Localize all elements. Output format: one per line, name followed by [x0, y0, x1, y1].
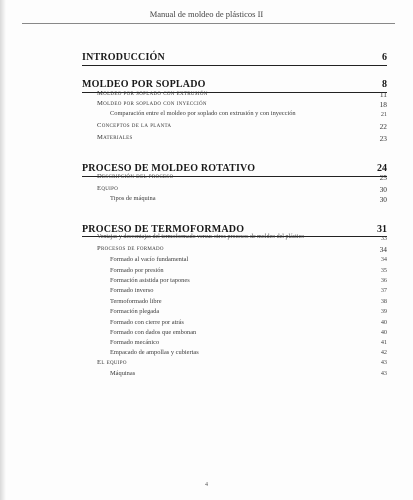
- toc-entry: Conceptos de la planta: [97, 122, 172, 129]
- toc-entry-page: 22: [379, 122, 387, 131]
- toc-entry: Equipo: [97, 185, 119, 192]
- toc-heading-termoformado: PROCESO DE TERMOFORMADO: [82, 224, 245, 235]
- toc-heading-page: 24: [377, 163, 387, 174]
- toc-entry-page: 33: [380, 235, 387, 242]
- toc-entry-page: 37: [380, 287, 387, 294]
- toc-entry-page: 30: [379, 195, 387, 204]
- toc-entry-page: 21: [380, 111, 387, 118]
- toc-entry: Moldeo por soplado con inyección: [97, 100, 207, 107]
- toc-entry: El equipo: [97, 359, 127, 366]
- toc-entry-page: 35: [380, 267, 387, 274]
- toc-entry: Procesos de formado: [97, 245, 164, 252]
- toc-heading-page: 6: [382, 52, 387, 63]
- toc-heading-soplado: MOLDEO POR SOPLADO: [82, 79, 206, 90]
- toc-entry-page: 25: [379, 173, 387, 182]
- toc-entry-page: 40: [380, 319, 387, 326]
- toc-entry: Descripción del proceso: [97, 173, 174, 180]
- toc-entry-page: 39: [380, 308, 387, 315]
- toc-entry-page: 40: [380, 329, 387, 336]
- toc-entry-page: 36: [380, 277, 387, 284]
- toc-entry: Formado mecánico: [110, 339, 160, 346]
- toc-entry-page: 23: [379, 134, 387, 143]
- toc-entry: Máquinas: [110, 370, 136, 377]
- toc-heading-introduccion: INTRODUCCIÓN: [82, 52, 165, 63]
- toc-entry: Empacado de ampollas y cubiertas: [110, 349, 199, 356]
- toc-entry: Formación asistida por tapones: [110, 277, 190, 284]
- toc-entry-page: 41: [380, 339, 387, 346]
- toc-entry: Formado inverso: [110, 287, 154, 294]
- running-head: Manual de moldeo de plásticos II: [149, 9, 264, 19]
- toc-heading-page: 8: [382, 79, 387, 90]
- toc-entry-page: 43: [380, 370, 387, 377]
- toc-heading-rotativo: PROCESO DE MOLDEO ROTATIVO: [82, 163, 256, 174]
- page-number: 4: [205, 482, 208, 488]
- toc-entry: Formado al vacío fundamental: [110, 256, 189, 263]
- toc-entry-page: 38: [380, 298, 387, 305]
- toc-entry: Formado por presión: [110, 267, 164, 274]
- toc-entry-page: 34: [380, 256, 387, 263]
- toc-entry: Tipos de máquina: [110, 195, 156, 202]
- toc-entry: Termoformado libre: [110, 298, 162, 305]
- section-rule: [82, 65, 387, 66]
- toc-entry: Materiales: [97, 134, 133, 141]
- toc-entry: Moldeo por soplado con extrusión: [97, 90, 208, 97]
- toc-entry: Comparación entre el moldeo por soplado con extrusión y con inyección: [110, 110, 296, 117]
- toc-entry-page: 43: [380, 359, 387, 366]
- toc-entry: Ventajas y desventajas del termoformado versus otros procesos de moldeo del plástico: [97, 234, 305, 240]
- toc-entry-page: 42: [380, 349, 387, 356]
- toc-entry-page: 34: [379, 245, 387, 254]
- toc-entry-page: 30: [379, 185, 387, 194]
- toc-heading-page: 31: [377, 224, 387, 235]
- toc-entry: Formación plegada: [110, 308, 160, 315]
- toc-entry: Formado con dados que embonan: [110, 329, 197, 336]
- toc-entry-page: 11: [379, 90, 387, 99]
- toc-entry: Formado con cierre por atrás: [110, 319, 184, 326]
- toc-entry-page: 18: [379, 100, 387, 109]
